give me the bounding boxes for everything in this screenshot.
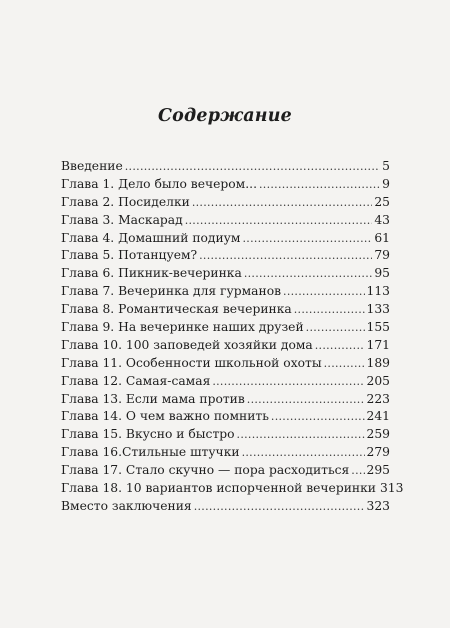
toc-entry-label: Глава 2. Посиделки (61, 194, 190, 209)
toc-entry-label: Введение (61, 159, 123, 173)
table-of-contents (61, 158, 404, 516)
dot-leader (283, 283, 364, 301)
dot-leader (306, 319, 365, 337)
page-title: Содержание (158, 106, 292, 126)
toc-entry-label: Глава 5. Потанцуем? (61, 248, 198, 263)
toc-entry-label: Глава 8. Романтическая вечеринка (61, 302, 292, 317)
toc-entry-page-number: 259 (366, 427, 390, 442)
toc-entry-label: Глава 18. 10 вариантов испорченной вечеринки (61, 481, 376, 496)
toc-entry-label: Глава 11. Особенности школьной охоты (61, 355, 322, 370)
toc-entry-label: Глава 6. Пикник-вечеринка (61, 266, 242, 281)
toc-entry (61, 265, 390, 283)
toc-entry (61, 498, 390, 516)
toc-entry-label: Глава 9. На вечеринке наших друзей (61, 320, 304, 335)
toc-entry-page-number: 241 (366, 409, 390, 424)
dot-leader (247, 391, 365, 409)
toc-entry (61, 355, 390, 373)
toc-entry-label: Глава 14. О чем важно помнить (61, 409, 269, 424)
toc-entry-page-number: 223 (366, 391, 390, 406)
toc-entry-page-number: 113 (366, 284, 390, 299)
dot-leader (242, 444, 365, 462)
dot-leader (194, 498, 365, 516)
toc-entry (61, 462, 390, 480)
toc-entry-page-number: 79 (374, 248, 390, 263)
toc-entry (61, 230, 390, 248)
toc-entry (61, 480, 404, 498)
dot-leader (259, 176, 380, 194)
toc-entry (61, 301, 390, 319)
dot-leader (271, 408, 365, 426)
toc-entry-label: Глава 7. Вечеринка для гурманов (61, 284, 282, 299)
dot-leader (242, 230, 372, 248)
toc-entry-label: Глава 13. Если мама против (61, 391, 245, 406)
toc-entry (61, 194, 390, 212)
dot-leader (192, 194, 373, 212)
toc-entry-label: Глава 10. 100 заповедей хозяйки дома (61, 337, 313, 352)
toc-entry-page-number: 313 (379, 481, 404, 496)
toc-entry-page-number: 323 (366, 498, 390, 513)
toc-entry-label: Глава 12. Самая-самая (61, 373, 211, 388)
dot-leader (237, 426, 365, 444)
toc-entry (61, 176, 390, 194)
toc-entry-page-number: 133 (366, 302, 390, 317)
toc-entry-label: Вместо заключения (61, 498, 192, 513)
toc-entry (61, 391, 390, 409)
toc-entry (61, 158, 390, 176)
dot-leader (199, 247, 372, 265)
toc-entry-page-number: 205 (366, 373, 390, 388)
toc-entry (61, 444, 390, 462)
toc-entry-page-number: 295 (366, 463, 390, 478)
toc-entry (61, 283, 390, 301)
toc-entry-page-number: 5 (382, 159, 390, 173)
dot-leader (185, 212, 373, 230)
dot-leader (351, 462, 364, 480)
toc-entry-page-number: 155 (366, 320, 390, 335)
toc-entry-label: Глава 1. Дело было вечером... (61, 176, 257, 191)
toc-entry-label: Глава 16.Стильные штучки (61, 445, 240, 460)
toc-entry (61, 319, 390, 337)
dot-leader (125, 158, 380, 176)
toc-entry-page-number: 43 (374, 212, 390, 227)
toc-entry-page-number: 9 (382, 176, 390, 191)
toc-entry-label: Глава 3. Маскарад (61, 212, 183, 227)
toc-entry-page-number: 25 (374, 194, 390, 209)
toc-entry (61, 426, 390, 444)
dot-leader (315, 337, 365, 355)
dot-leader (324, 355, 365, 373)
toc-entry (61, 337, 390, 355)
toc-entry (61, 247, 390, 265)
toc-entry (61, 373, 390, 391)
toc-entry-page-number: 189 (366, 355, 390, 370)
toc-entry-page-number: 279 (366, 445, 390, 460)
toc-entry-page-number: 61 (374, 230, 390, 245)
toc-entry-page-number: 171 (366, 337, 390, 352)
dot-leader (244, 265, 373, 283)
toc-entry-page-number: 95 (374, 266, 390, 281)
toc-entry (61, 212, 390, 230)
toc-entry-label: Глава 17. Стало скучно — пора расходиться (61, 463, 350, 478)
toc-entry-label: Глава 4. Домашний подиум (61, 230, 241, 245)
dot-leader (294, 301, 365, 319)
toc-entry (61, 408, 390, 426)
dot-leader (212, 373, 364, 391)
toc-entry-label: Глава 15. Вкусно и быстро (61, 427, 235, 442)
